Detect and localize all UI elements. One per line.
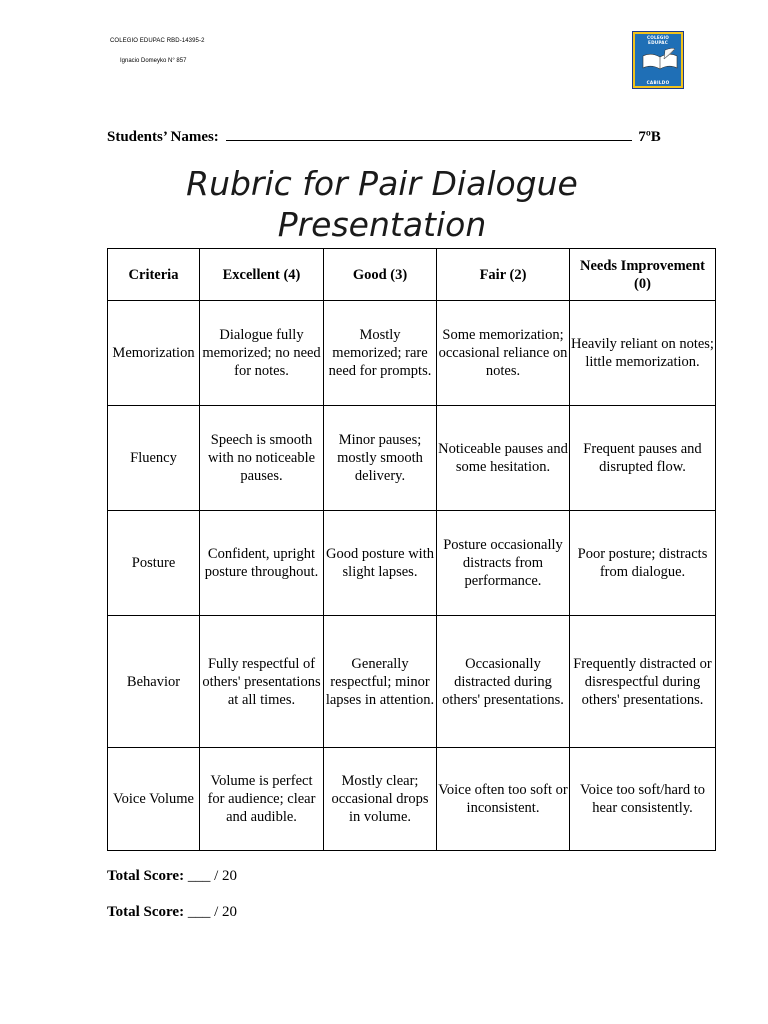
table-row	[108, 748, 716, 851]
table-header-row	[108, 249, 716, 301]
rubric-table	[107, 248, 716, 851]
total-score-line	[107, 868, 237, 885]
logo-text-top	[635, 35, 681, 45]
header-excellent: Excellent (4)	[200, 249, 324, 301]
fair-cell: Noticeable pauses and some hesitation.	[437, 406, 570, 511]
total-score-label: Total Score:	[107, 904, 185, 920]
open-book-quill-icon	[641, 48, 679, 70]
fair-cell: Voice often too soft or inconsistent.	[437, 748, 570, 851]
total-score-value: ___ / 20	[184, 904, 238, 920]
fair-cell: Occasionally distracted during others' presentations.	[437, 616, 570, 748]
school-address: Ignacio Domeyko N° 857	[120, 58, 187, 64]
header-good: Good (3)	[324, 249, 437, 301]
needs-improvement-cell: Voice too soft/hard to hear consistently.	[570, 748, 716, 851]
criterion-cell: Fluency	[108, 406, 200, 511]
needs-improvement-cell: Poor posture; distracts from dialogue.	[570, 511, 716, 616]
criterion-cell: Voice Volume	[108, 748, 200, 851]
criterion-cell: Behavior	[108, 616, 200, 748]
excellent-cell: Dialogue fully memorized; no need for notes.	[200, 301, 324, 406]
excellent-cell: Volume is perfect for audience; clear and audible.	[200, 748, 324, 851]
students-names-line	[107, 128, 661, 146]
school-logo	[632, 31, 684, 89]
logo-text-cabildo: CABILDO	[646, 80, 670, 85]
header-criteria: Criteria	[108, 249, 200, 301]
needs-improvement-cell: Heavily reliant on notes; little memorization.	[570, 301, 716, 406]
needs-improvement-cell: Frequently distracted or disrespectful during others' presentations.	[570, 616, 716, 748]
page-title: Rubric for Pair Dialogue Presentation	[186, 164, 578, 244]
fair-cell: Posture occasionally distracts from performance.	[437, 511, 570, 616]
criterion-cell: Memorization	[108, 301, 200, 406]
good-cell: Minor pauses; mostly smooth delivery.	[324, 406, 437, 511]
needs-improvement-cell: Frequent pauses and disrupted flow.	[570, 406, 716, 511]
excellent-cell: Confident, upright posture throughout.	[200, 511, 324, 616]
fair-cell: Some memorization; occasional reliance on notes.	[437, 301, 570, 406]
good-cell: Generally respectful; minor lapses in attention.	[324, 616, 437, 748]
table-row	[108, 616, 716, 748]
students-names-blank[interactable]	[226, 128, 632, 141]
good-cell: Mostly memorized; rare need for prompts.	[324, 301, 437, 406]
criterion-cell: Posture	[108, 511, 200, 616]
good-cell: Good posture with slight lapses.	[324, 511, 437, 616]
table-row	[108, 511, 716, 616]
good-cell: Mostly clear; occasional drops in volume.	[324, 748, 437, 851]
excellent-cell: Speech is smooth with no noticeable pauses.	[200, 406, 324, 511]
total-score-line	[107, 904, 237, 921]
school-name: COLEGIO EDUPAC RBD-14395-2	[110, 38, 205, 44]
table-row	[108, 301, 716, 406]
total-score-label: Total Score:	[107, 868, 185, 884]
excellent-cell: Fully respectful of others' presentations at all times.	[200, 616, 324, 748]
table-row	[108, 406, 716, 511]
header-needs-improvement: Needs Improvement (0)	[570, 249, 716, 301]
logo-text-edupac: EDUPAC	[648, 40, 668, 45]
students-names-label: Students’ Names:	[107, 129, 219, 145]
total-score-value: ___ / 20	[184, 868, 238, 884]
logo-text-college: COLEGIO	[646, 35, 670, 40]
class-label: 7ºB	[638, 129, 661, 145]
header-fair: Fair (2)	[437, 249, 570, 301]
